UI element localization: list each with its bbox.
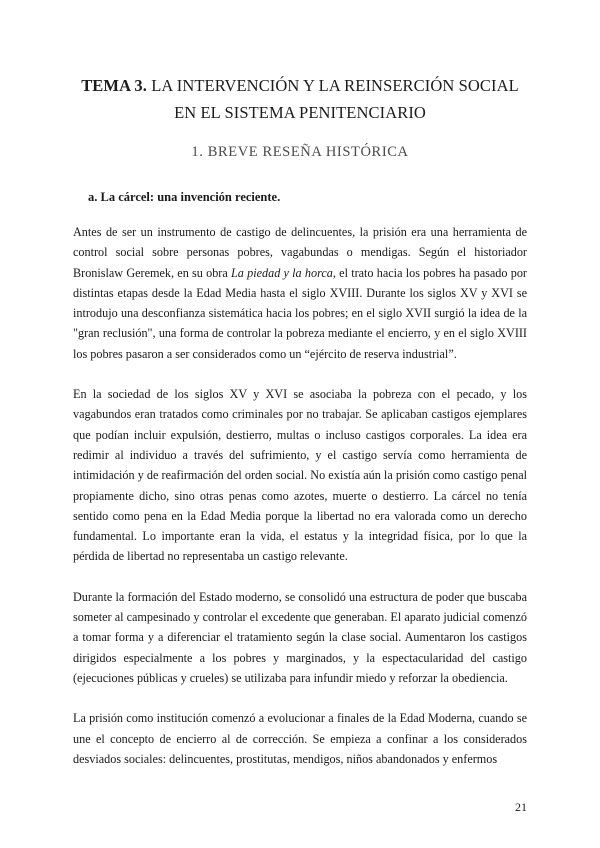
subsection-heading: a. La cárcel: una invención reciente. (88, 190, 281, 204)
book-title: La piedad y la horca (231, 265, 333, 280)
paragraph: En la sociedad de los siglos XV y XVI se asociaba la pobreza con el pecado, y los vagabundos eran tratados como criminales por no trabajar. Se aplicaban castigos ejemplares que podían incluir expulsión, destierro, multas o incluso castigos corporales. La idea era redimir al individuo a través del sufrimiento, y el castigo servía como herramienta de intimidación y de reafirmación del orden social. No existía aún la prisión como castigo penal propiamente dicho, sino otras penas como azotes, muerte o destierro. La cárcel no tenía sentido como pena en la Edad Media porque la libertad no era valorada como un derecho fundamental. Lo importante eran la vida, el estatus y la integridad física, por lo que la pérdida de libertad no representaba un castigo relevante. (73, 387, 527, 564)
paragraph: Durante la formación del Estado moderno, se consolidó una estructura de poder que buscaba someter al campesinado y controlar el excedente que generaban. El aparato judicial comenzó a tomar forma y a diferenciar el tratamiento según la clase social. Aumentaron los castigos dirigidos especialmente a los pobres y marginados, y la espectacularidad del castigo (ejecuciones públicas y crueles) se utilizaba para infundir miedo y reforzar la obediencia. (73, 589, 527, 685)
chapter-title (70, 72, 530, 126)
paragraph: La prisión como institución comenzó a evolucionar a finales de la Edad Moderna, cuando se une el concepto de encierro al de corrección. Se empieza a confinar a los considerados desviados sociales: delincuentes, prostitutas, mendigos, niños abandonados y enfermos (73, 711, 527, 766)
chapter-title-text: LA INTERVENCIÓN Y LA REINSERCIÓN SOCIAL EN EL SISTEMA PENITENCIARIO (147, 76, 519, 122)
body-text (73, 222, 527, 789)
page-number: 21 (515, 800, 527, 814)
chapter-label: TEMA 3. (81, 76, 147, 95)
paragraph-text: Antes de ser un instrumento de castigo de delincuentes, la prisión era una herramienta de control social sobre personas pobres, vagabundas o mendigas. Según el historiador Bronislaw Geremek, en su obra (73, 225, 527, 280)
section-heading: 1. BREVE RESEÑA HISTÓRICA (191, 144, 409, 160)
paragraph-text: , el trato hacia los pobres ha pasado por distintas etapas desde la Edad Media hasta el siglo XVIII. Durante los siglos XV y XVI se introdujo una desconfianza sistemática hacia los pobres; en el siglo XVII surgió la idea de la "gran reclusión", una forma de controlar la pobreza mediante el encierro, y en el siglo XVIII los pobres pasaron a ser considerados como un “ejército de reserva industrial”. (73, 265, 527, 361)
paragraph (73, 222, 527, 364)
